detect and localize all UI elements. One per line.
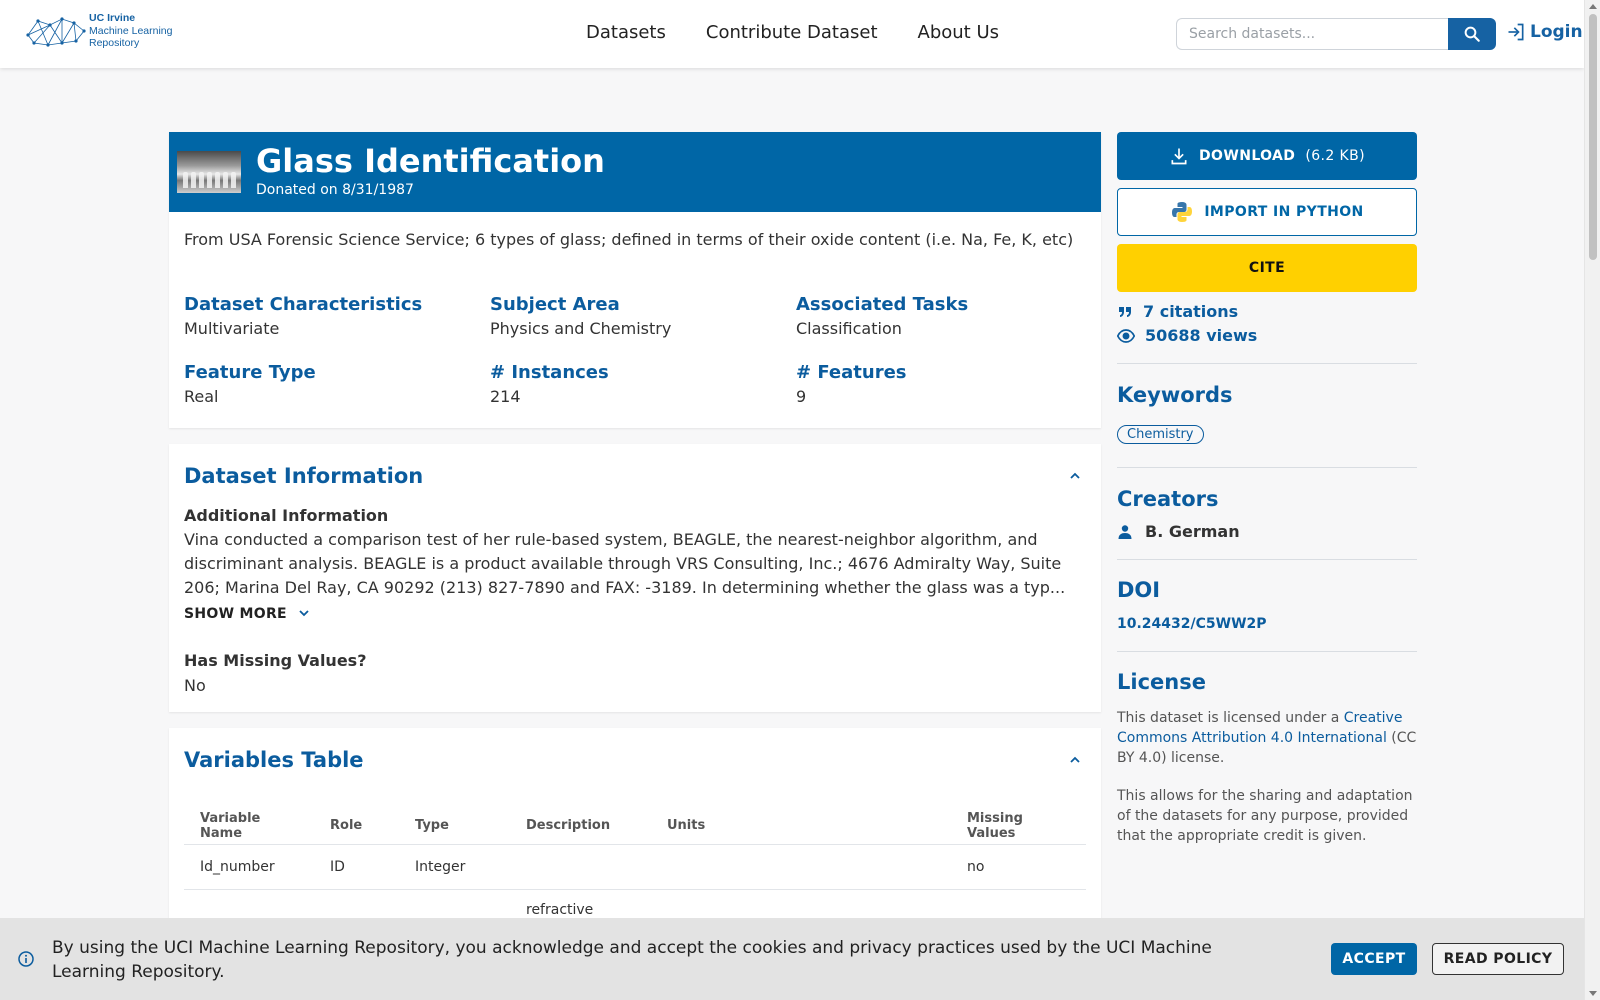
- chevron-down-icon: [298, 608, 310, 618]
- missing-values-heading: Has Missing Values?: [184, 651, 367, 670]
- login-label: Login: [1530, 22, 1583, 42]
- dataset-thumbnail: [177, 151, 241, 193]
- doi-heading: DOI: [1117, 578, 1161, 602]
- logo-line-2: Machine Learning: [89, 24, 173, 37]
- creators-heading: Creators: [1117, 487, 1219, 511]
- characteristic-value: Classification: [796, 319, 902, 338]
- uci-logo[interactable]: [24, 12, 172, 50]
- characteristic-label: Feature Type: [184, 362, 316, 383]
- characteristic-item: [796, 294, 1084, 338]
- login-link[interactable]: [1506, 22, 1583, 42]
- characteristic-value: Real: [184, 387, 219, 406]
- citations-stat[interactable]: [1117, 302, 1238, 321]
- show-more-button[interactable]: [184, 606, 310, 622]
- person-icon: [1117, 524, 1133, 540]
- column-header[interactable]: Role: [314, 808, 399, 844]
- scrollbar-thumb[interactable]: [1589, 14, 1597, 260]
- characteristic-item: [490, 294, 796, 338]
- logo-text: [89, 12, 172, 50]
- table-cell: ID: [314, 844, 399, 889]
- search-input[interactable]: [1176, 18, 1448, 50]
- import-in-python-button[interactable]: [1117, 188, 1417, 236]
- python-icon: [1170, 200, 1194, 224]
- divider: [1117, 363, 1417, 364]
- citations-count: 7 citations: [1143, 302, 1239, 321]
- characteristic-item: [184, 294, 490, 338]
- table-cell: Id_number: [184, 844, 314, 889]
- characteristic-label: Subject Area: [490, 294, 620, 315]
- download-button[interactable]: [1117, 132, 1417, 180]
- characteristic-value: 9: [796, 387, 807, 406]
- license-heading: License: [1117, 670, 1206, 694]
- license-post: (CC BY 4.0) license.: [1117, 730, 1417, 766]
- info-icon: [18, 951, 34, 967]
- doi-link[interactable]: 10.24432/C5WW2P: [1117, 616, 1267, 632]
- top-navbar: [0, 0, 1584, 68]
- divider: [1117, 467, 1417, 468]
- table-cell: [651, 844, 951, 889]
- eye-icon: [1117, 328, 1135, 344]
- characteristic-label: # Features: [796, 362, 907, 383]
- table-row: [184, 844, 1086, 889]
- read-policy-button[interactable]: READ POLICY: [1432, 943, 1564, 975]
- search-icon: [1463, 25, 1481, 43]
- license-note: This allows for the sharing and adaptation of the datasets for any purpose, provided that the appropriate credit is given.: [1117, 788, 1413, 844]
- column-header[interactable]: Missing Values: [951, 808, 1086, 844]
- table-cell: [510, 844, 651, 889]
- scroll-up-arrow-icon[interactable]: [1589, 4, 1597, 9]
- license-link[interactable]: Creative Commons Attribution 4.0 International: [1117, 710, 1403, 746]
- characteristic-value: Physics and Chemistry: [490, 319, 672, 338]
- divider: [1117, 651, 1417, 652]
- chevron-up-icon[interactable]: [1069, 470, 1081, 482]
- column-header[interactable]: Type: [399, 808, 510, 844]
- dataset-information-card: [169, 444, 1101, 712]
- chevron-up-icon[interactable]: [1069, 754, 1081, 766]
- license-text: [1117, 708, 1417, 768]
- table-header-row: [184, 808, 1086, 844]
- cite-button[interactable]: [1117, 244, 1417, 292]
- cite-label: CITE: [1248, 260, 1286, 276]
- logo-line-1: UC Irvine: [89, 12, 136, 24]
- characteristic-label: # Instances: [490, 362, 609, 383]
- divider: [1117, 559, 1417, 560]
- characteristic-value: Multivariate: [184, 319, 280, 338]
- nav-about-us[interactable]: About Us: [917, 22, 999, 43]
- characteristic-value: 214: [490, 387, 521, 406]
- scrollbar[interactable]: [1584, 0, 1600, 1000]
- variables-table-title[interactable]: Variables Table: [184, 748, 364, 772]
- keywords-heading: Keywords: [1117, 383, 1233, 407]
- dataset-title: Glass Identification: [256, 142, 605, 180]
- scroll-down-arrow-icon[interactable]: [1589, 991, 1597, 996]
- views-stat: [1117, 326, 1257, 345]
- creator-item: [1117, 522, 1240, 541]
- import-in-python-label: IMPORT IN PYTHON: [1204, 204, 1364, 220]
- table-cell: refractive: [510, 889, 651, 934]
- characteristics-grid: [184, 294, 1084, 406]
- download-size: (6.2 KB): [1305, 148, 1365, 164]
- dataset-title-bar: [169, 132, 1101, 212]
- creator-name: B. German: [1145, 522, 1240, 541]
- download-label: DOWNLOAD: [1199, 148, 1296, 164]
- login-icon: [1506, 22, 1526, 42]
- keyword-chip[interactable]: Chemistry: [1117, 425, 1204, 444]
- characteristic-item: [490, 362, 796, 406]
- dataset-summary-card: [169, 132, 1101, 428]
- additional-information-heading: Additional Information: [184, 506, 389, 525]
- download-icon: [1169, 146, 1189, 166]
- main-nav: [586, 22, 999, 43]
- search-button[interactable]: [1448, 18, 1496, 50]
- characteristic-item: [796, 362, 1084, 406]
- views-count: 50688 views: [1145, 326, 1258, 345]
- quote-icon: [1117, 304, 1133, 320]
- variables-table: [184, 808, 1086, 935]
- characteristic-label: Dataset Characteristics: [184, 294, 423, 315]
- license-pre: This dataset is licensed under a: [1117, 710, 1344, 726]
- network-logo-icon: [24, 13, 88, 49]
- characteristic-item: [184, 362, 490, 406]
- show-more-label: SHOW MORE: [184, 606, 287, 622]
- nav-datasets[interactable]: Datasets: [586, 22, 666, 43]
- nav-contribute-dataset[interactable]: Contribute Dataset: [705, 22, 878, 43]
- characteristic-label: Associated Tasks: [796, 294, 969, 315]
- cookie-text: By using the UCI Machine Learning Repository, you acknowledge and accept the cookies and privacy practices used by the UCI Machine Learning Repository.: [52, 938, 1212, 982]
- missing-values-value: No: [184, 676, 206, 695]
- dataset-information-title[interactable]: Dataset Information: [184, 464, 424, 488]
- column-header[interactable]: Variable Name: [184, 808, 314, 844]
- accept-button[interactable]: ACCEPT: [1331, 943, 1417, 975]
- dataset-summary: From USA Forensic Science Service; 6 types of glass; defined in terms of their oxide content (i.e. Na, Fe, K, etc): [184, 230, 1074, 249]
- variables-table-card: [169, 728, 1101, 928]
- column-header[interactable]: Description: [510, 808, 651, 844]
- donated-date: Donated on 8/31/1987: [256, 182, 414, 198]
- additional-information-text: Vina conducted a comparison test of her rule-based system, BEAGLE, the nearest-neighbor algorithm, and discriminant analysis. BEAGLE is a product available through VRS Consulting, Inc.; 4676 Admiralty Way, Suite 206; Marina Del Ray, CA 90292 (213) 827-7890 and FAX: -3189. In determining whether the glass was a typ...: [184, 530, 1066, 597]
- column-header[interactable]: Units: [651, 808, 951, 844]
- logo-line-3: Repository: [89, 37, 140, 49]
- table-cell: Integer: [399, 844, 510, 889]
- table-cell: no: [951, 844, 1086, 889]
